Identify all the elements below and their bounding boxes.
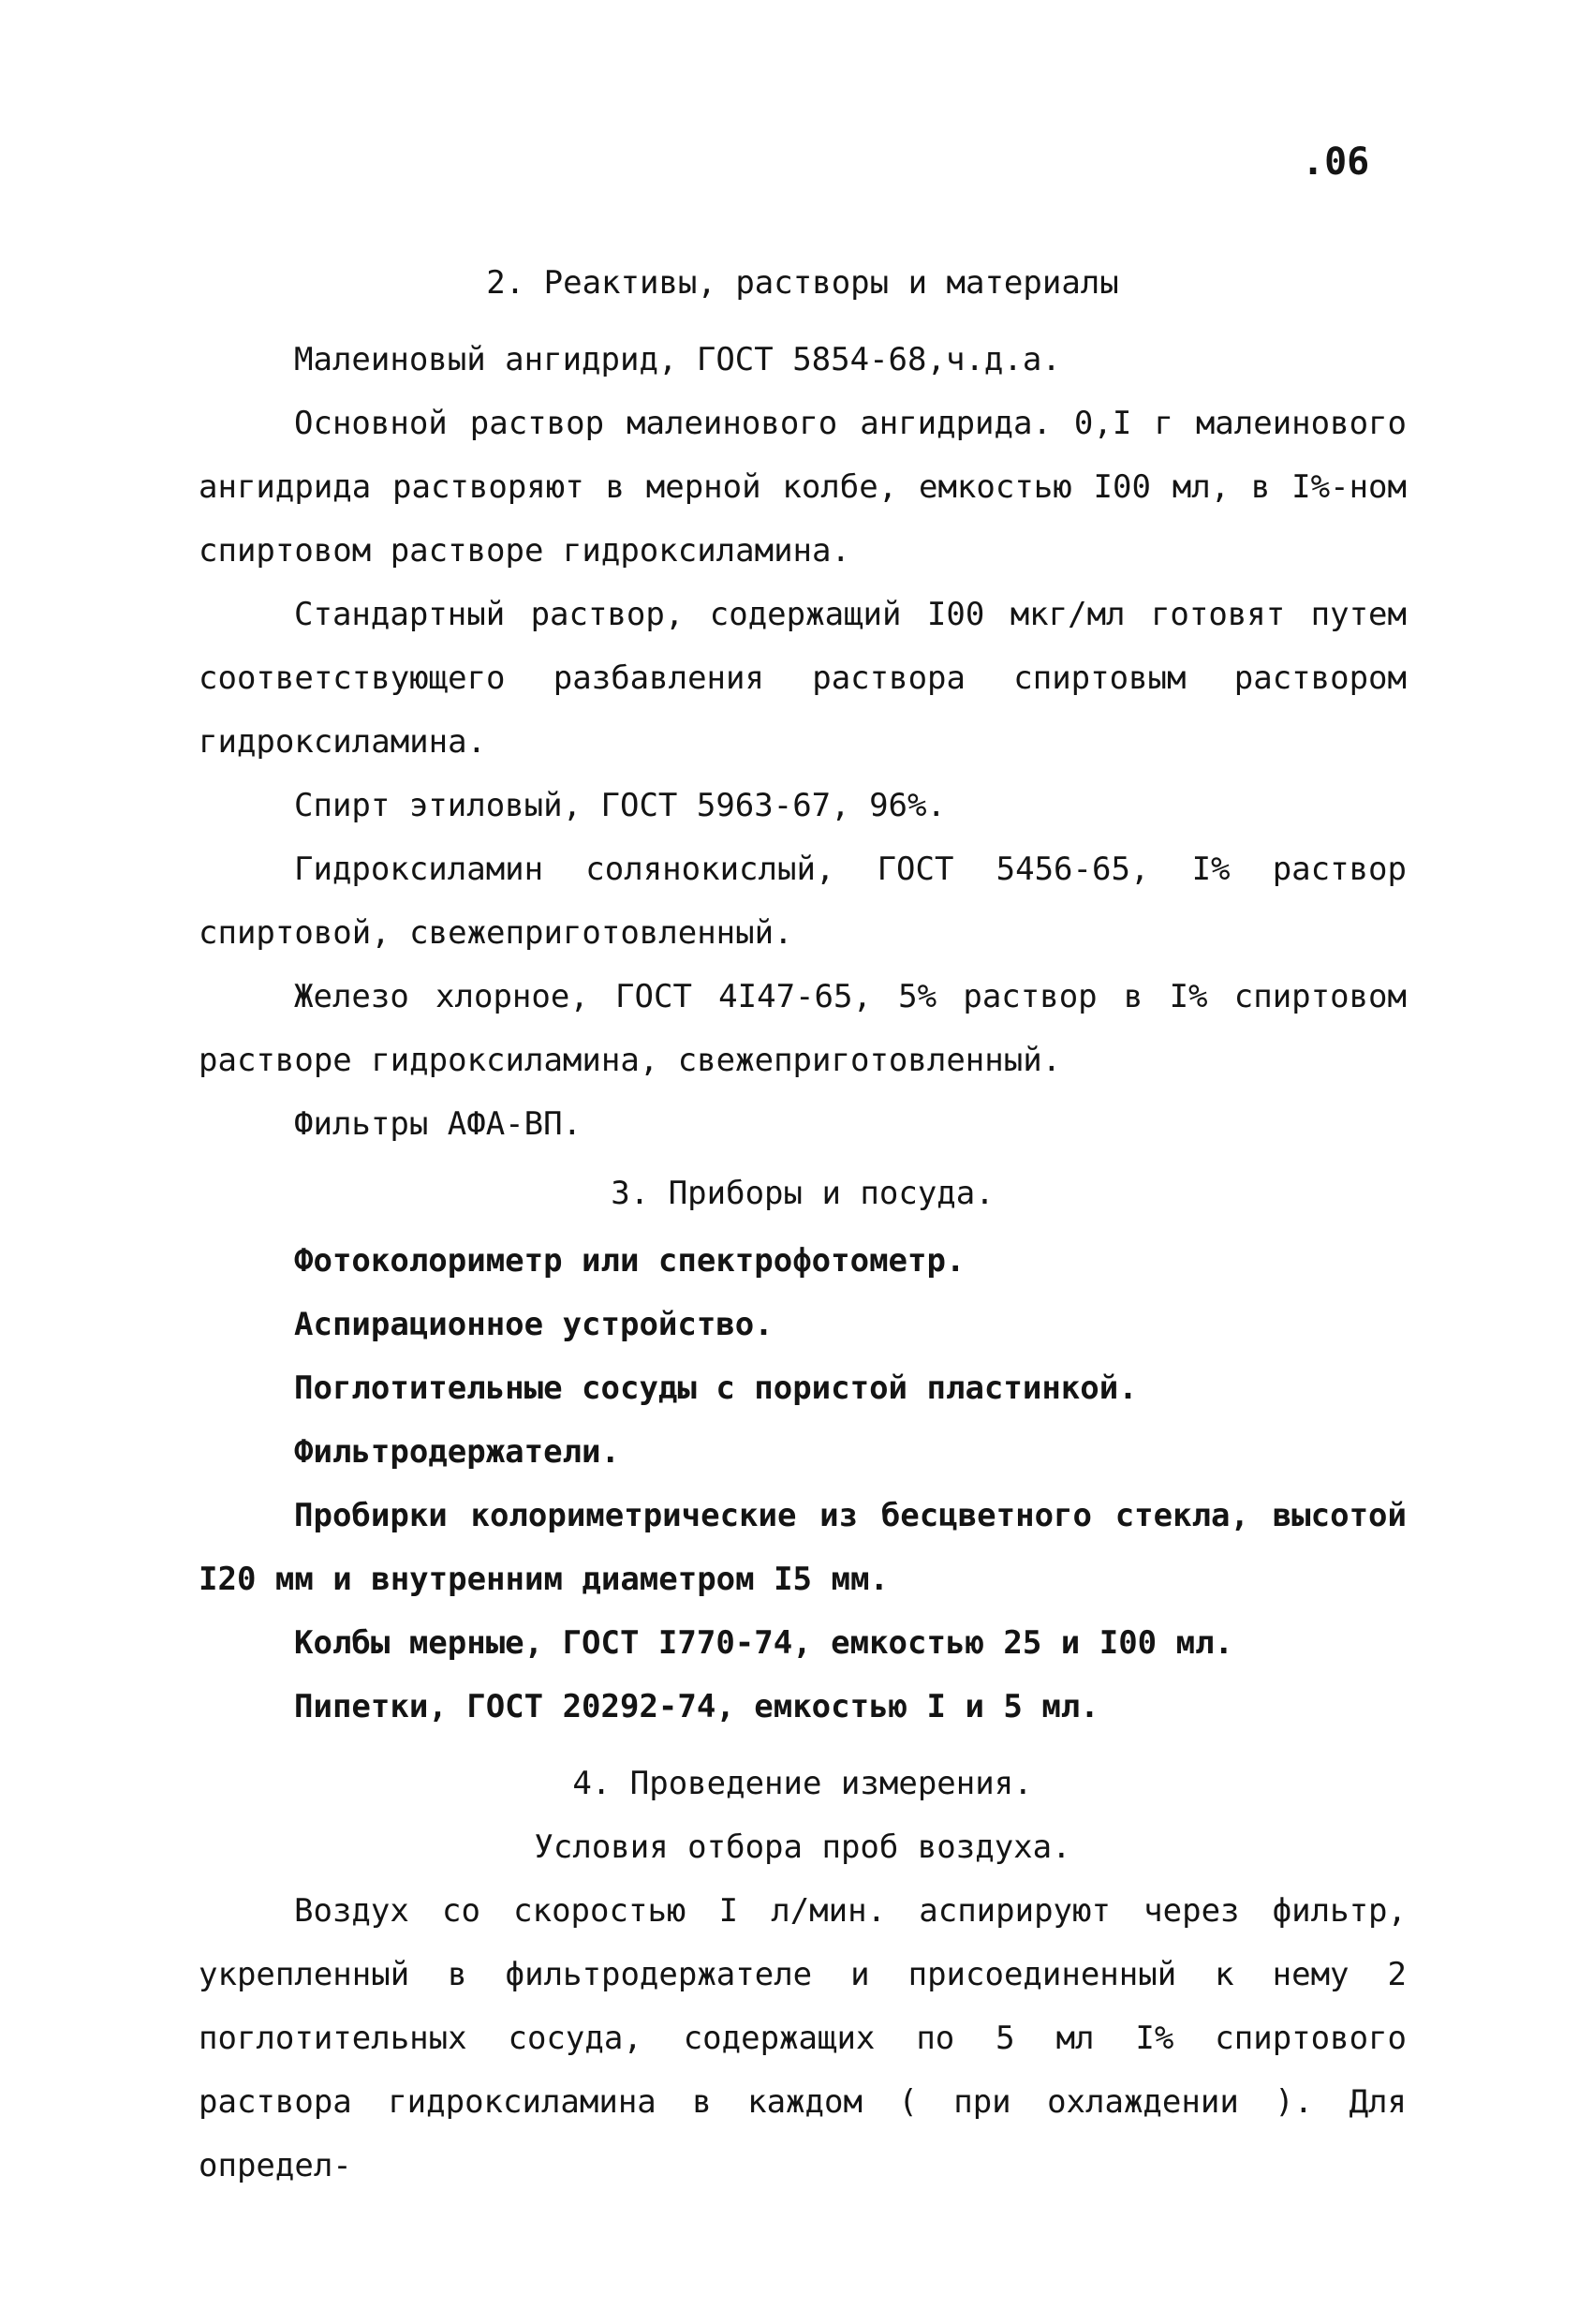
page-number: .06 <box>1302 141 1370 184</box>
reagent-hydroxylamine: Гидроксиламин солянокислый, ГОСТ 5456-65, I% раствор спиртовой, свежеприготовленный. <box>199 851 1407 952</box>
reagent-filters: Фильтры АФА-ВП. <box>294 1105 583 1143</box>
sampling-procedure: Воздух со скоростью I л/мин. аспирируют через фильтр, укрепленный в фильтродержателе и присоединенный к нему 2 поглотительных сосуда, содержащих по 5 мл I% спиртового раствора гидроксиламина в каждом ( при охлаждении ). Для определ- <box>199 1892 1407 2184</box>
equipment-photocolorimeter: Фотоколориметр или спектрофотометр. <box>294 1242 966 1280</box>
section-4-heading: 4. Проведение измерения. <box>572 1765 1033 1802</box>
reagent-ferric-chloride: Железо хлорное, ГОСТ 4I47-65, 5% раствор в I% спиртовом растворе гидроксиламина, свежеприготовленный. <box>199 978 1407 1079</box>
document-body <box>199 251 1407 2198</box>
equipment-volumetric-flasks: Колбы мерные, ГОСТ I770-74, емкостью 25 и I00 мл. <box>294 1624 1234 1662</box>
equipment-test-tubes: Пробирки колориметрические из бесцветного стекла, высотой I20 мм и внутренним диаметром I5 мм. <box>199 1497 1407 1598</box>
stock-solution: Основной раствор малеинового ангидрида. 0,I г малеинового ангидрида растворяют в мерной колбе, емкостью I00 мл, в I%-ном спиртовом растворе гидроксиламина. <box>199 405 1407 570</box>
equipment-filter-holders: Фильтродержатели. <box>294 1433 620 1471</box>
section-2-heading: 2. Реактивы, растворы и материалы <box>486 264 1119 302</box>
equipment-aspirator: Аспирационное устройство. <box>294 1306 774 1343</box>
reagent-maleic-anhydride: Малеиновый ангидрид, ГОСТ 5854-68,ч.д.а. <box>294 341 1061 378</box>
standard-solution: Стандартный раствор, содержащий I00 мкг/мл готовят путем соответствующего разбавления раствора спиртовым раствором гидроксиламина. <box>199 596 1407 761</box>
section-4-subheading: Условия отбора проб воздуха. <box>534 1828 1071 1866</box>
equipment-pipettes: Пипетки, ГОСТ 20292-74, емкостью I и 5 мл. <box>294 1688 1099 1725</box>
section-3-heading: 3. Приборы и посуда. <box>611 1175 995 1212</box>
reagent-ethanol: Спирт этиловый, ГОСТ 5963-67, 96%. <box>294 787 946 824</box>
equipment-absorbers: Поглотительные сосуды с пористой пластинкой. <box>294 1369 1138 1407</box>
